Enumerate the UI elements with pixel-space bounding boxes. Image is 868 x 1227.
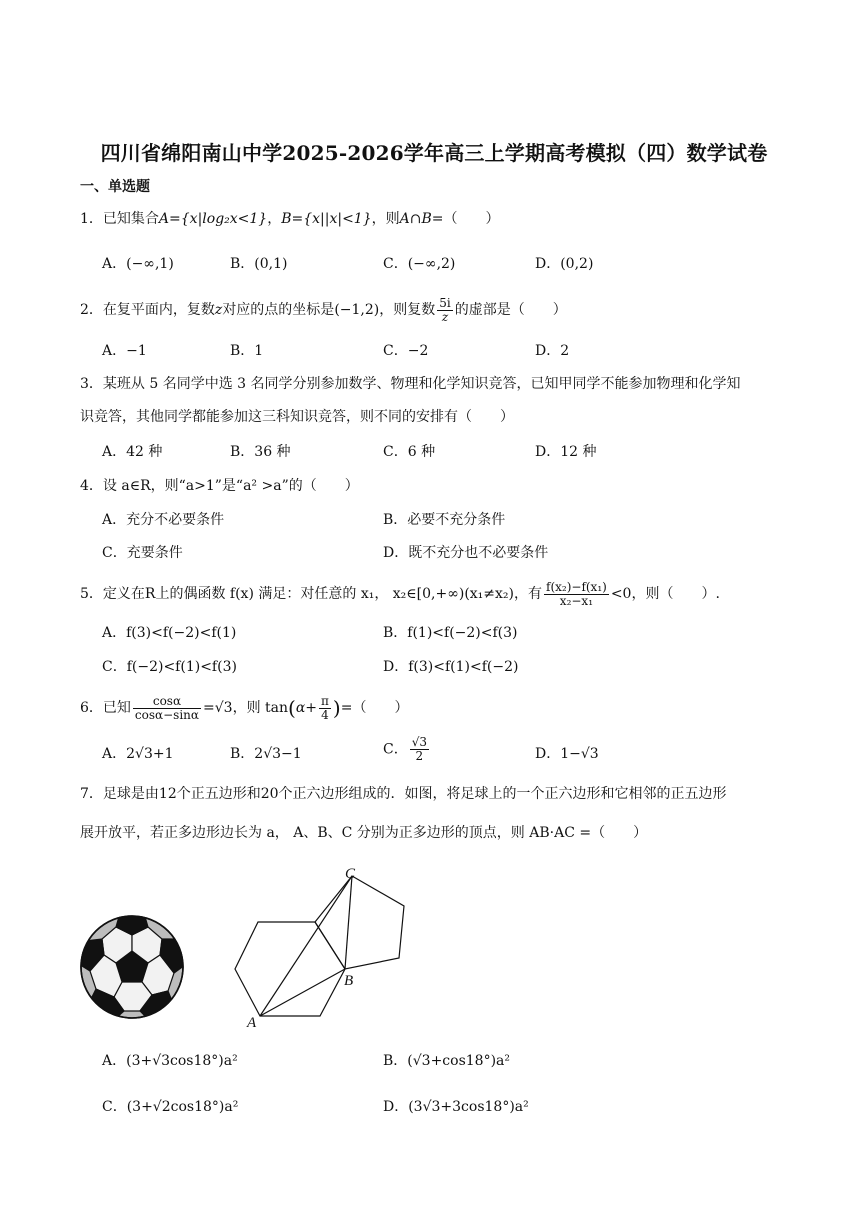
fraction-denominator: 4 <box>321 707 329 722</box>
question-6 <box>80 694 408 722</box>
comma: ， <box>267 211 282 227</box>
question-1 <box>80 209 499 229</box>
fraction-denominator: x₂−x₁ <box>559 593 594 608</box>
question-text: 某班从 5 名同学中选 3 名同学分别参加数学、物理和化学知识竞答，已知甲同学不能参加物理和化学知 <box>102 376 741 392</box>
question-3-line-2: 识竞答，其他同学都能参加这三科知识竞答，则不同的安排有（ ） <box>80 409 514 425</box>
question-2 <box>80 296 567 324</box>
question-number: 2． <box>80 302 103 318</box>
q5-option-c: C．f(−2)<f(1)<f(3) <box>102 659 237 675</box>
q4-option-d: D．既不充分也不必要条件 <box>383 545 549 561</box>
left-paren: ( <box>288 696 296 720</box>
answer-blank: （ ） <box>443 211 500 227</box>
q3-option-b: B．36 种 <box>230 444 291 460</box>
q7-option-a: A．(3+√3cos18°)a² <box>102 1053 238 1069</box>
fraction-numerator: π <box>321 693 329 708</box>
q2-option-b: B．1 <box>230 343 264 359</box>
coordinate: (−1,2) <box>334 302 380 318</box>
fraction <box>437 297 452 324</box>
question-text: 在复平面内，复数 <box>102 302 215 318</box>
segment-ac <box>260 876 352 1016</box>
question-text: 足球是由12个正五边形和20个正六边形组成的．如图，将足球上的一个正六边形和它相邻的正五边形 <box>102 786 727 802</box>
q4-option-b: B．必要不充分条件 <box>383 512 506 528</box>
q6-option-a: A．2√3+1 <box>102 746 174 762</box>
fraction-numerator: cosα <box>133 695 201 709</box>
question-text: 已知集合 <box>102 211 159 227</box>
question-7-line-2: 展开放平，若正多边形边长为 a， A、B、C 分别为正多边形的顶点，则 AB·AC =（ ） <box>80 825 648 841</box>
question-text: =√3，则 tan <box>203 700 289 716</box>
q5-option-b: B．f(1)<f(−2)<f(3) <box>383 625 518 641</box>
q5-option-d: D．f(3)<f(1)<f(−2) <box>383 659 519 675</box>
q1-option-a: A．(−∞,1) <box>102 256 174 272</box>
section-heading: 一、单选题 <box>80 179 150 195</box>
q3-option-c: C．6 种 <box>383 444 436 460</box>
q2-option-d: D．2 <box>535 343 570 359</box>
fraction-denominator: 2 <box>415 749 424 763</box>
q2-option-c: C．−2 <box>383 343 429 359</box>
q1-option-d: D．(0,2) <box>535 256 594 272</box>
question-7-line-1 <box>80 784 727 804</box>
q5-option-a: A．f(3)<f(−2)<f(1) <box>102 625 237 641</box>
soccer-ball-figure <box>78 913 186 1021</box>
q6-option-d: D．1−√3 <box>535 746 599 762</box>
segment-bc <box>345 876 352 969</box>
inner-fraction <box>319 695 331 722</box>
fraction-numerator: f(x₂)−f(x₁) <box>546 579 607 594</box>
question-number: 7． <box>80 786 103 802</box>
intersection-expr: A∩B= <box>399 211 444 227</box>
variable-z: z <box>214 302 223 318</box>
q2-option-a: A．−1 <box>102 343 147 359</box>
question-3-line-1 <box>80 374 741 394</box>
question-number: 5． <box>80 586 103 602</box>
label-c: C <box>345 866 356 882</box>
page-title: 四川省绵阳南山中学2025-2026学年高三上学期高考模拟（四）数学试卷 <box>100 141 768 165</box>
q7-option-d: D．(3√3+3cos18°)a² <box>383 1099 529 1115</box>
fraction <box>133 695 201 722</box>
question-number: 3． <box>80 376 103 392</box>
question-text: <0，则（ ）. <box>610 586 720 602</box>
q6-option-c <box>383 736 431 763</box>
regular-pentagon <box>315 876 404 969</box>
question-text: 已知 <box>102 700 131 716</box>
q6-option-b: B．2√3−1 <box>230 746 302 762</box>
right-paren: ) <box>332 696 341 720</box>
set-b: B={x||x|<1} <box>281 211 372 227</box>
question-4 <box>80 476 359 496</box>
inner-expression: α+ <box>295 700 318 716</box>
fraction <box>410 736 429 763</box>
q4-option-a: A．充分不必要条件 <box>102 512 225 528</box>
question-text: =（ ） <box>340 700 409 716</box>
q1-option-b: B．(0,1) <box>230 256 288 272</box>
label-b: B <box>344 973 354 989</box>
option-label: C． <box>383 741 408 758</box>
question-number: 6． <box>80 700 103 716</box>
fraction-numerator: √3 <box>411 735 427 749</box>
fraction <box>544 581 609 608</box>
question-text: 设 a∈R，则“a>1”是“a² >a”的（ ） <box>102 478 359 494</box>
question-text: 定义在R上的偶函数 f(x) 满足：对任意的 x₁， x₂∈[0,+∞)(x₁≠x₂)，有 <box>102 586 542 602</box>
question-number: 1． <box>80 211 103 227</box>
regular-hexagon <box>235 922 345 1016</box>
question-5 <box>80 580 720 608</box>
set-a: A={x|log₂x<1} <box>158 211 268 227</box>
question-text: 的虚部是（ ） <box>454 302 567 318</box>
label-a: A <box>247 1015 257 1030</box>
fraction-numerator: 5i <box>439 295 451 310</box>
q7-option-c: C．(3+√2cos18°)a² <box>102 1099 239 1115</box>
q7-option-b: B．(√3+cos18°)a² <box>383 1053 510 1069</box>
q4-option-c: C．充要条件 <box>102 545 183 561</box>
q3-option-a: A．42 种 <box>102 444 163 460</box>
question-text: ，则复数 <box>379 302 436 318</box>
question-number: 4． <box>80 478 103 494</box>
fraction-denominator: cosα−sinα <box>134 707 200 722</box>
q1-option-c: C．(−∞,2) <box>383 256 456 272</box>
fraction-denominator: z <box>441 309 449 324</box>
question-text: ，则 <box>371 211 400 227</box>
question-text: 对应的点的坐标是 <box>222 302 335 318</box>
hexagon-pentagon-figure <box>228 860 418 1030</box>
q3-option-d: D．12 种 <box>535 444 597 460</box>
